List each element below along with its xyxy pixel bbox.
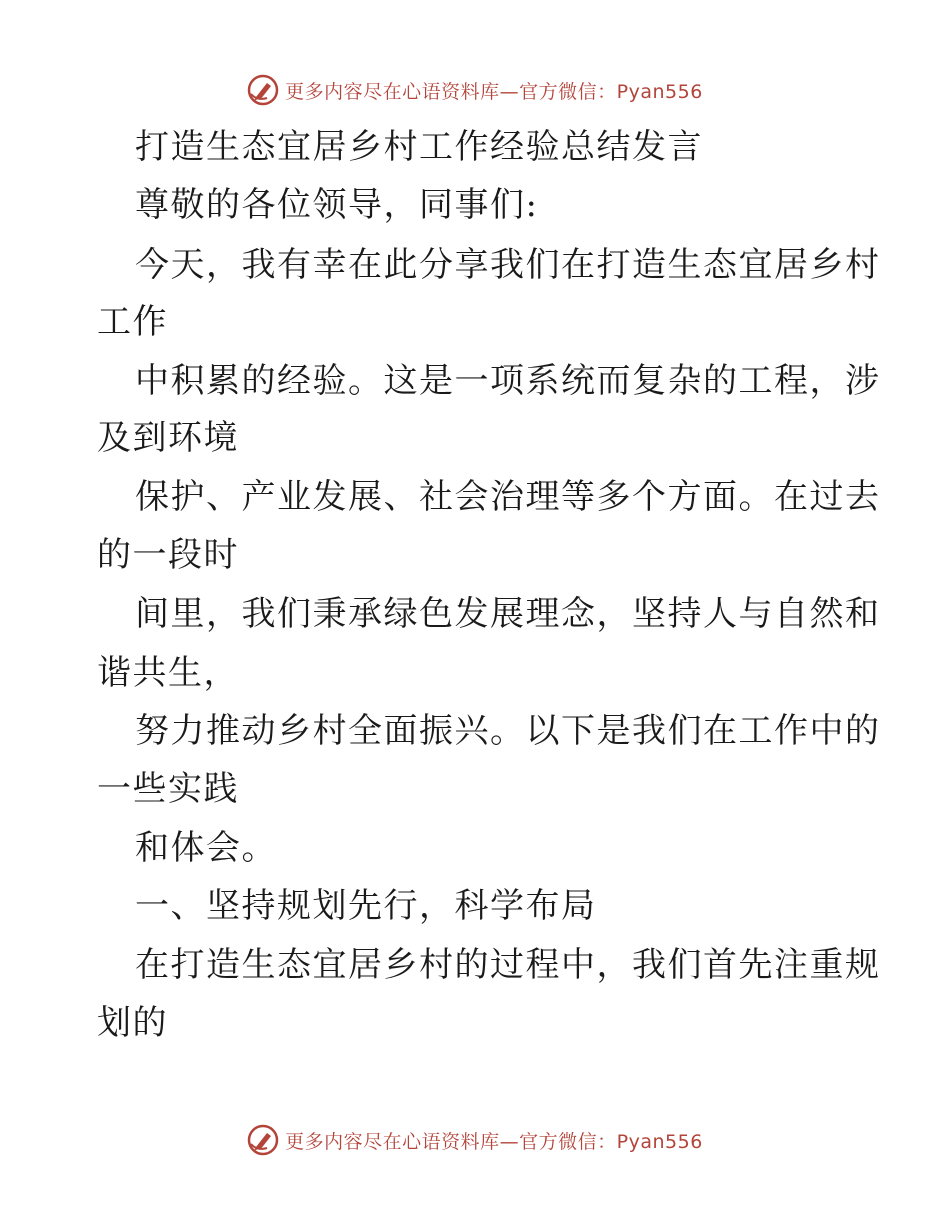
text-line: 谐共生， [97,653,239,693]
text-line: 在打造生态宜居乡村的过程中，我们首先注重规 [135,945,881,985]
text-line: 中积累的经验。这是一项系统而复杂的工程，涉 [135,361,881,401]
watermark-banner-top [0,70,950,110]
text-line: 间里，我们秉承绿色发展理念，坚持人与自然和 [135,594,881,634]
watermark-text-top: 更多内容尽在心语资料库—官方微信：Pyan556 [285,80,703,103]
text-line: 保护、产业发展、社会治理等多个方面。在过去 [135,477,881,517]
section-heading: 一、坚持规划先行，科学布局 [135,886,597,926]
text-line: 的一段时 [97,535,239,575]
text-line: 努力推动乡村全面振兴。以下是我们在工作中的 [135,711,881,751]
watermark-banner-bottom [0,1120,950,1160]
text-line: 及到环境 [97,418,239,458]
pen-logo-icon [247,1124,279,1156]
text-line: 一些实践 [97,769,239,809]
document-title: 打造生态宜居乡村工作经验总结发言 [135,127,703,167]
text-line: 工作 [97,302,168,342]
text-line: 和体会。 [135,828,277,868]
text-line: 划的 [97,1003,168,1043]
text-line: 今天，我有幸在此分享我们在打造生态宜居乡村 [135,245,881,285]
pen-logo-icon [247,74,279,106]
salutation: 尊敬的各位领导，同事们: [135,185,539,225]
watermark-text-bottom: 更多内容尽在心语资料库—官方微信：Pyan556 [285,1130,703,1153]
